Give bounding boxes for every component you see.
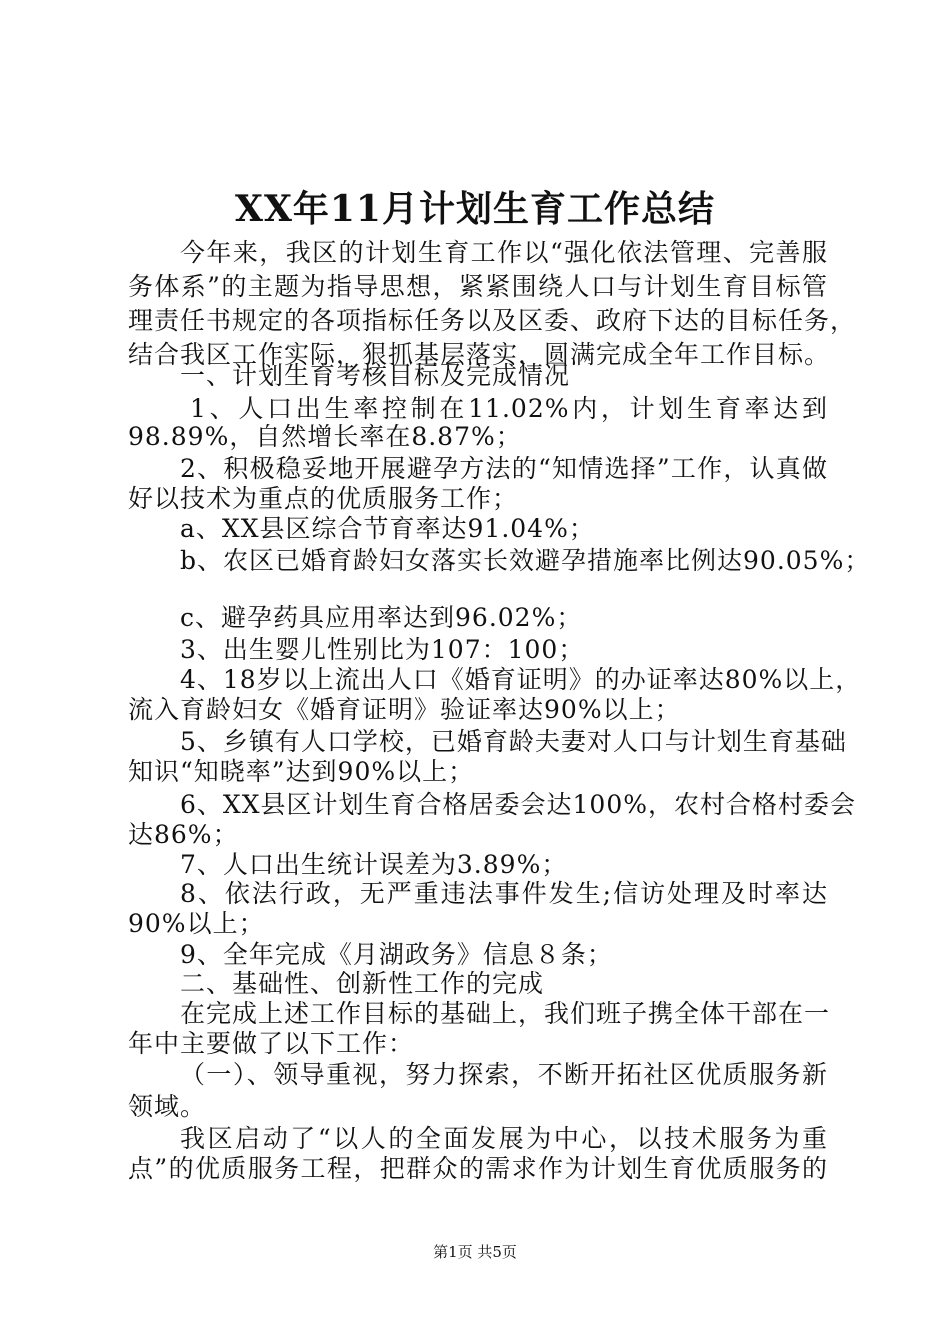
paragraph-line: （一）、领导重视，努力探索，不断开拓社区优质服务新 (180, 1060, 828, 1089)
document-title: XX年11月计划生育工作总结 (235, 188, 715, 230)
paragraph-line: 达86%； (128, 820, 239, 849)
paragraph-line: 5、乡镇有人口学校，已婚育龄夫妻对人口与计划生育基础 (180, 727, 847, 756)
paragraph-line: 在完成上述工作目标的基础上，我们班子携全体干部在一 (180, 999, 831, 1028)
paragraph-line: 6、XX县区计划生育合格居委会达100%，农村合格村委会 (180, 790, 856, 819)
paragraph-line: 7、人口出生统计误差为3.89%； (180, 850, 568, 879)
paragraph-line: 8、依法行政，无严重违法事件发生;信访处理及时率达 (180, 879, 828, 908)
paragraph-line: 2、积极稳妥地开展避孕方法的“知情选择”工作，认真做 (180, 454, 828, 483)
paragraph-line: 理责任书规定的各项指标任务以及区委、政府下达的目标任务， (128, 306, 857, 335)
paragraph-line: 知识“知晓率”达到90%以上； (128, 757, 475, 786)
paragraph-line: 3、出生婴儿性别比为107：100； (180, 635, 585, 664)
paragraph-line: 98.89%，自然增长率在8.87%； (128, 422, 522, 451)
paragraph-line: 今年来，我区的计划生育工作以“强化依法管理、完善服 (180, 238, 828, 267)
paragraph-line: 流入育龄妇女《婚育证明》验证率达90%以上； (128, 695, 681, 724)
paragraph-line: 领域。 (128, 1092, 207, 1121)
paragraph-line: a、XX县区综合节育率达91.04%； (180, 514, 595, 543)
page-footer: 第1页 共5页 (433, 1243, 517, 1261)
paragraph-line: 1、人口出生率控制在11.02%内，计划生育率达到 (190, 394, 828, 423)
paragraph-line: 90%以上； (128, 909, 265, 938)
paragraph-line: 务体系”的主题为指导思想，紧紧围绕人口与计划生育目标管 (128, 272, 828, 301)
paragraph-line: 年中主要做了以下工作： (128, 1029, 415, 1058)
paragraph-line: 我区启动了“以人的全面发展为中心，以技术服务为重 (180, 1124, 828, 1153)
paragraph-line: 9、全年完成《月湖政务》信息８条； (180, 940, 613, 969)
paragraph-line: 4、18岁以上流出人口《婚育证明》的办证率达80%以上， (180, 665, 862, 694)
paragraph-line: 好以技术为重点的优质服务工作； (128, 484, 519, 513)
paragraph-line: 结合我区工作实际，狠抓基层落实，圆满完成全年工作目标。 (128, 340, 831, 369)
paragraph-line: c、避孕药具应用率达到96.02%； (180, 603, 583, 632)
paragraph-line: b、农区已婚育龄妇女落实长效避孕措施率比例达90.05%； (180, 546, 871, 575)
paragraph-line: 点”的优质服务工程，把群众的需求作为计划生育优质服务的 (128, 1154, 828, 1183)
section-heading: 二、基础性、创新性工作的完成 (180, 969, 545, 998)
section-heading: 一、计划生育考核目标及完成情况 (180, 361, 571, 390)
